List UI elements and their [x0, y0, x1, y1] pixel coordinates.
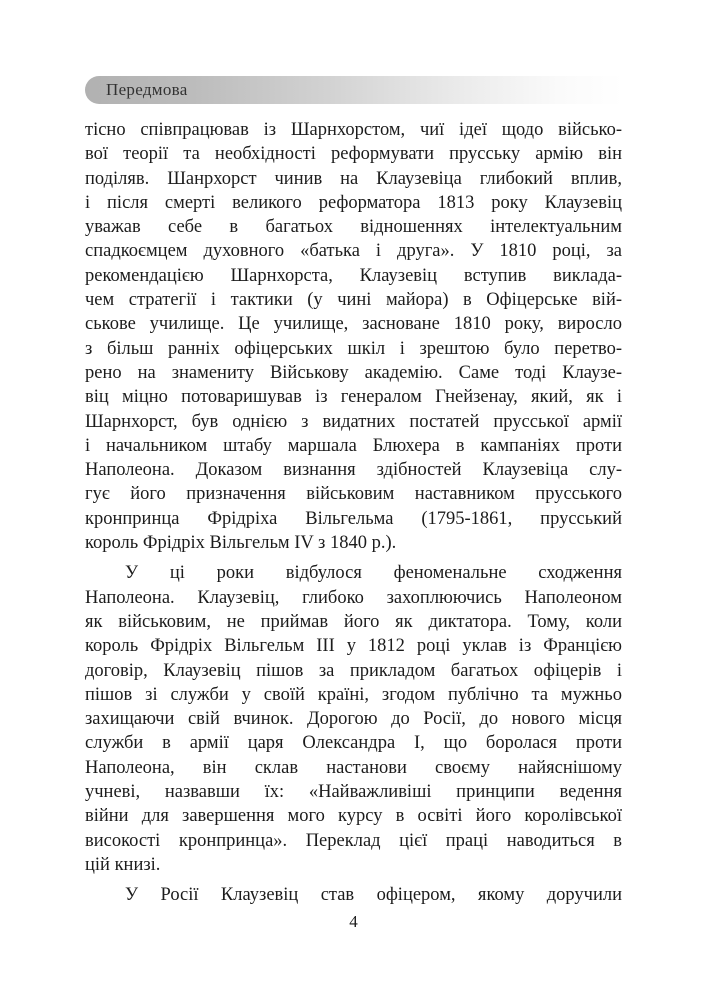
page-number: 4	[349, 912, 358, 931]
text-line: як військовим, не приймав його як диктатора. Тому, коли	[85, 611, 622, 632]
text-line: рено на знамениту Військову академію. Саме тоді Клаузе-	[85, 362, 622, 383]
paragraph	[85, 883, 622, 907]
text-line: король Фрідріх Вільгельм IV з 1840 р.).	[85, 533, 397, 554]
text-line: ськове училище. Це училище, засноване 1810 року, виросло	[85, 314, 622, 335]
text-line: У Росії Клаузевіц став офіцером, якому доручили	[125, 885, 622, 906]
text-line: чем стратегії і тактики (у чині майора) в Офіцерське вій-	[85, 290, 622, 311]
text-line: цій книзі.	[85, 854, 161, 875]
text-line: війни для завершення мого курсу в освіті його королівської	[85, 806, 622, 827]
text-line: У ці роки відбулося феноменальне сходження	[125, 563, 622, 584]
text-line: вої теорії та необхідності реформувати прусську армію він	[85, 144, 622, 165]
text-line: тісно співпрацював із Шарнхорстом, чиї ідеї щодо військо-	[85, 120, 622, 140]
page-body	[85, 118, 622, 908]
text-line: і начальником штабу маршала Блюхера в кампаніях проти	[85, 435, 622, 456]
text-line: поділяв. Шанрхорст чинив на Клаузевіца глибокий вплив,	[85, 168, 622, 189]
text-line: уважав себе в багатьох відношеннях інтелектуальним	[85, 217, 622, 238]
text-line: рекомендацією Шарнхорста, Клаузевіц вступив виклада-	[85, 265, 622, 286]
text-line: договір, Клаузевіц пішов за прикладом багатьох офіцерів і	[85, 660, 622, 681]
text-line: гує його призначення військовим наставником прусського	[85, 484, 622, 505]
paragraph	[85, 118, 622, 555]
chapter-header-bar	[85, 76, 623, 104]
text-line: Наполеона. Клаузевіц, глибоко захоплюючись Наполеоном	[85, 587, 622, 608]
text-line: король Фрідріх Вільгельм III у 1812 році уклав із Францією	[85, 636, 622, 657]
text-line: віц міцно потоваришував із генералом Гнейзенау, який, як і	[85, 387, 622, 408]
text-line: Наполеона. Доказом визнання здібностей Клаузевіца слу-	[85, 460, 622, 481]
text-line: захищаючи свій вчинок. Дорогою до Росії, до нового місця	[85, 709, 622, 730]
text-line: спадкоємцем духовного «батька і друга». У 1810 році, за	[85, 241, 622, 262]
text-line: і після смерті великого реформатора 1813 року Клаузевіц	[85, 192, 622, 213]
text-line: з більш ранніх офіцерських шкіл і зрештою було перетво-	[85, 338, 622, 359]
chapter-title: Передмова	[106, 80, 188, 99]
text-line: Наполеона, він склав настанови своєму найяснішому	[85, 757, 622, 778]
text-line: служби в армії царя Олександра I, що боролася проти	[85, 733, 622, 754]
paragraph	[85, 561, 622, 877]
text-line: Шарнхорст, був однією з видатних постатей прусської армії	[85, 411, 622, 432]
text-line: пішов зі служби у своїй країні, згодом публічно та мужньо	[85, 684, 622, 705]
text-line: учневі, назвавши їх: «Найважливіші принципи ведення	[85, 782, 622, 803]
text-line: високості кронпринца». Переклад цієї праці наводиться в	[85, 830, 622, 851]
text-line: кронпринца Фрідріха Вільгельма (1795-1861, прусський	[85, 508, 622, 529]
